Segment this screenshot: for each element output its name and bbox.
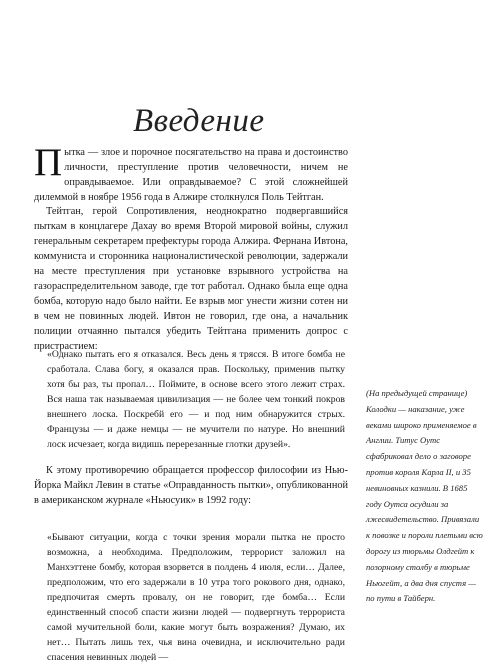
intro-text: ытка — злое и порочное посягательство на права и достоинство личности, преступление против человечности, ничем не оправдываемое. Или оправдываемое? С этой сложнейшей дилеммой в ноябре 1956 года в Алжире столкнулся Поль Тейтган.: [34, 147, 348, 203]
quote-levin: «Бывают ситуации, когда с точки зрения морали пытка не просто возможна, а необходима. Предположим, террорист заложил на Манхэттене бомбу, которая взорвется в полдень 4 июля, если… Далее, предположим, что его задержали в 10 утра того рокового дня, однако, предпочитая смерть провалу, он не говорит, где бомба… Если единственный способ спасти жизни людей — подвергнуть террориста самой мучительной боли, какие могут быть возражения? Думаю, их нет… Пытать лишь тех, чья вина очевидна, и исключительно ради спасения невинных людей —: [47, 532, 345, 663]
chapter-title: Введение: [133, 103, 265, 139]
intro-paragraph: [34, 141, 348, 205]
paragraph-levin: К этому противоречию обращается профессор философии из Нью-Йорка Майкл Левин в статье «Оправданность пытки», опубликованной в американском журнале «Ньюсуик» в 1992 году:: [34, 465, 348, 506]
paragraph-teitgen: Тейтган, герой Сопротивления, неоднократно подвергавшийся пыткам в концлагере Дахау во время Второй мировой войны, служил генеральным секретарем префектуры города Алжира. Фернана Ивтона, коммуниста и сторонника националистической революции, задержали на месте преступления при установке взрывного устройства на газораспределительном заводе, где тот работал. Однако была еще одна бомба, которую надо было найти. Ее взрыв мог унести жизни сотен ни в чем не повинных людей. Ивтон не говорил, где она, а начальник полиции отчаянно пытался убедить Тейтгана применить допрос с пристрастием:: [34, 206, 348, 352]
margin-caption: (На предыдущей странице) Колодки — наказание, уже веками широко применяемое в Англии. Титус Оутс сфабриковал дело о заговоре против короля Карла II, и 35 невиновных казнили. В 1685 году Оутса осудили за лжесвидетельство. Привязали к повозке и пороли плетьми всю дорогу из тюрьмы Олдгейт к позорному столбу в тюрьме Ньюгейт, а два дня спустя — по пути в Тайберн.: [366, 388, 483, 604]
drop-cap: П: [34, 141, 63, 184]
quote-teitgen: «Однако пытать его я отказался. Весь день я трясся. В итоге бомба не сработала. Слава богу, я оказался прав. Поскольку, применив пытку хотя бы раз, ты пропал… Поймите, в основе всего этого лежит страх. Вся наша так называемая цивилизация — не более чем тонкий покров внешнего лоска. Поскребй его — и под ним обнаружится стрых. Французы — и даже немцы — не мучители по натуре. Но внешний лоск исчезает, когда видишь перерезанные глотки друзей».: [47, 349, 345, 450]
